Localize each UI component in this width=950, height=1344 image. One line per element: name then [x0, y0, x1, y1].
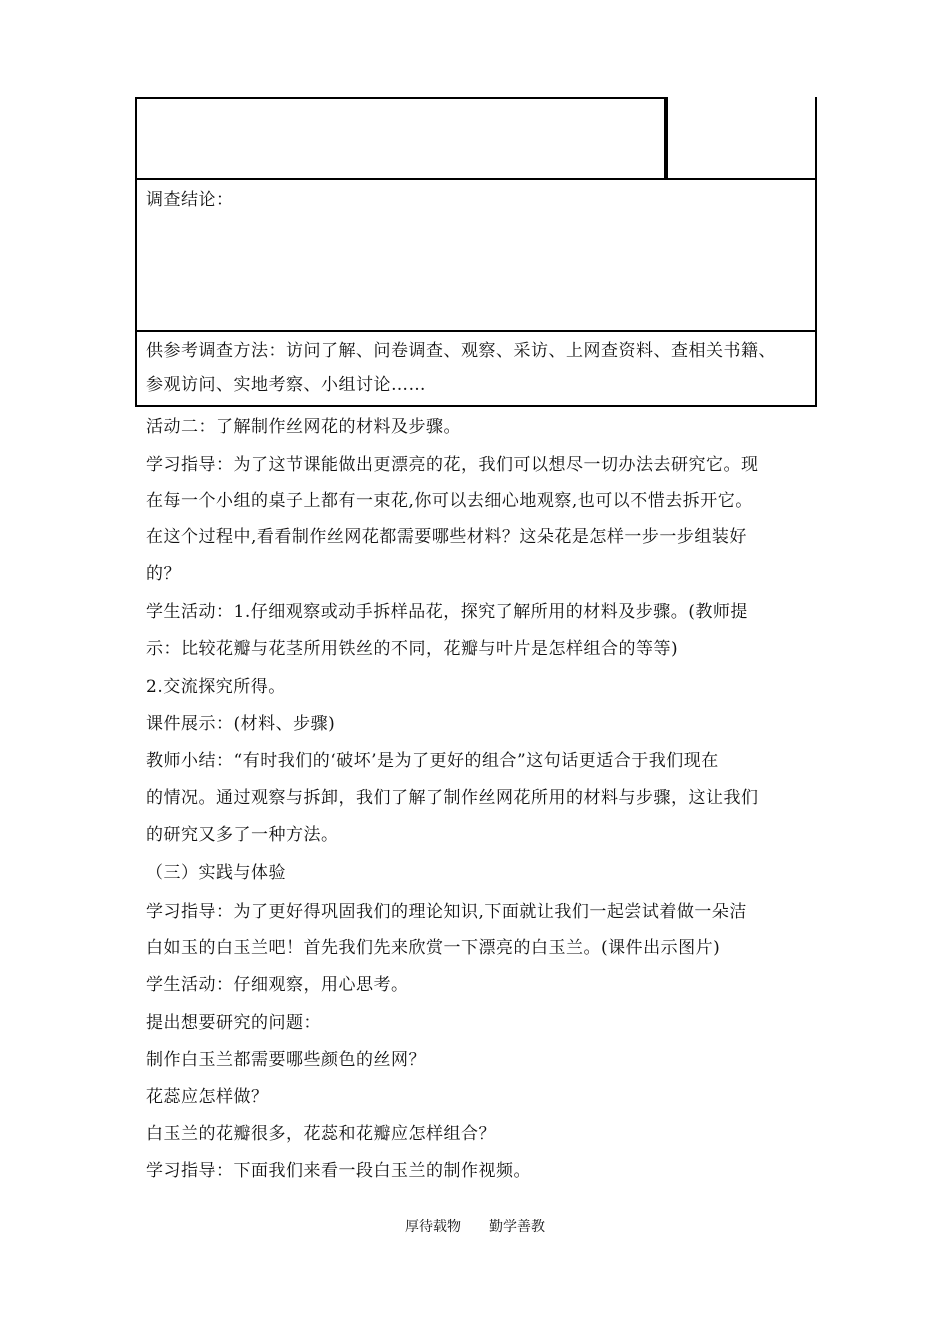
table-right-border	[815, 97, 817, 179]
page-footer	[0, 1216, 950, 1236]
paragraph-line: 在每一个小组的桌子上都有一束花,你可以去细心地观察,也可以不惜去拆开它。	[146, 491, 753, 511]
paragraph-line: 学习指导：为了这节课能做出更漂亮的花，我们可以想尽一切办法去研究它。现	[146, 455, 759, 475]
section-heading: （三）实践与体验	[146, 863, 286, 883]
paragraph-line: 制作白玉兰都需要哪些颜色的丝网？	[146, 1050, 426, 1070]
conclusion-label: 调查结论：	[146, 190, 234, 210]
methods-line-1: 供参考调查方法：访问了解、问卷调查、观察、采访、上网查资料、查相关书籍、	[146, 341, 776, 361]
footer-right: 勤学善教	[489, 1219, 545, 1235]
paragraph-line: 学习指导：下面我们来看一段白玉兰的制作视频。	[146, 1161, 531, 1181]
paragraph-line: 学生活动：1.仔细观察或动手拆样品花，探究了解所用的材料及步骤。(教师提	[146, 602, 748, 622]
paragraph-line: 学习指导：为了更好得巩固我们的理论知识,下面就让我们一起尝试着做一朵洁	[146, 902, 747, 922]
paragraph-line: 的研究又多了一种方法。	[146, 825, 339, 845]
paragraph-line: 示：比较花瓣与花茎所用铁丝的不同，花瓣与叶片是怎样组合的等等)	[146, 639, 679, 659]
paragraph-line: 的？	[146, 564, 181, 584]
paragraph-line: 提出想要研究的问题：	[146, 1013, 321, 1033]
table-top-row	[135, 97, 817, 179]
paragraph-line: 2.交流探究所得。	[146, 677, 286, 697]
paragraph-line: 课件展示：(材料、步骤)	[146, 714, 336, 734]
table-cell-empty-left	[135, 97, 668, 179]
paragraph-line: 的情况。通过观察与拆卸，我们了解了制作丝网花所用的材料与步骤，这让我们	[146, 788, 759, 808]
paragraph-line: 花蕊应怎样做？	[146, 1087, 269, 1107]
paragraph-line: 在这个过程中,看看制作丝网花都需要哪些材料？这朵花是怎样一步一步组装好	[146, 527, 747, 547]
paragraph-line: 白玉兰的花瓣很多，花蕊和花瓣应怎样组合？	[146, 1124, 496, 1144]
paragraph-line: 教师小结：“有时我们的‘破坏’是为了更好的组合”这句话更适合于我们现在	[146, 751, 719, 771]
survey-conclusion-box	[135, 178, 817, 332]
table-cell-divider	[664, 97, 666, 179]
methods-line-2: 参观访问、实地考察、小组讨论……	[146, 375, 426, 395]
paragraph-line: 白如玉的白玉兰吧！首先我们先来欣赏一下漂亮的白玉兰。(课件出示图片)	[146, 938, 721, 958]
activity-two-heading: 活动二：了解制作丝网花的材料及步骤。	[146, 417, 461, 437]
paragraph-line: 学生活动：仔细观察，用心思考。	[146, 975, 409, 995]
footer-left: 厚待载物	[405, 1219, 461, 1235]
